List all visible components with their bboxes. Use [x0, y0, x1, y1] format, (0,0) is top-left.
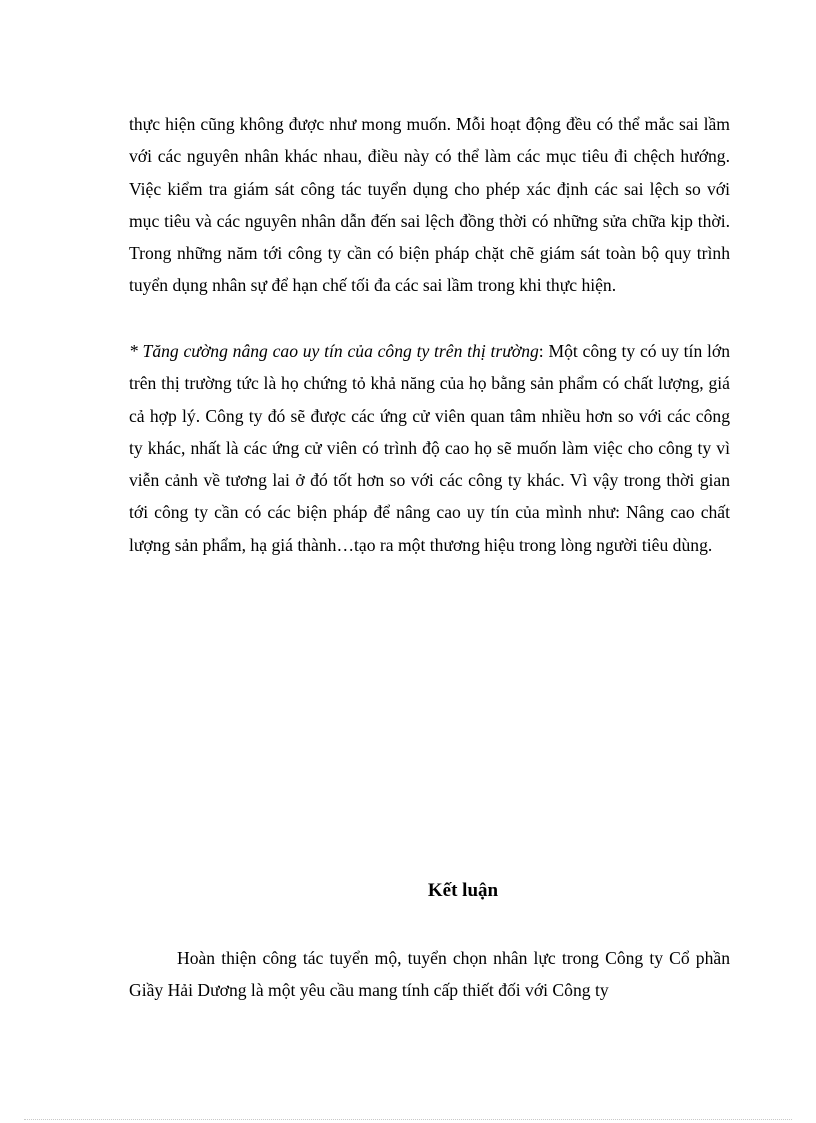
- page-bottom-divider: [24, 1119, 792, 1120]
- section-heading-conclusion: Kết luận: [427, 880, 499, 901]
- paragraph-lead-italic: * Tăng cường nâng cao uy tín của công ty trên thị trường: [129, 341, 539, 361]
- paragraph-conclusion-intro: Hoàn thiện công tác tuyển mộ, tuyển chọn nhân lực trong Công ty Cổ phần Giầy Hải Dương là một yêu cầu mang tính cấp thiết đối với Công ty: [129, 948, 730, 1001]
- paragraph-body: : Một công ty có uy tín lớn trên thị trường tức là họ chứng tỏ khả năng của họ bằng sản phẩm có chất lượng, giá cả hợp lý. Công ty đó sẽ được các ứng cử viên quan tâm nhiều hơn so với các công ty khác, nhất là các ứng cử viên có trình độ cao họ sẽ muốn làm việc cho công ty vì viễn cảnh về tương lai ở đó tốt hơn so với các công ty khác. Vì vậy trong thời gian tới công ty cần có các biện pháp để nâng cao uy tín của mình như: Nâng cao chất lượng sản phẩm, hạ giá thành…tạo ra một thương hiệu trong lòng người tiêu dùng.: [129, 341, 730, 555]
- paragraph-recruitment-monitoring: thực hiện cũng không được như mong muốn. Mỗi hoạt động đều có thể mắc sai lầm với các nguyên nhân khác nhau, điều này có thể làm các mục tiêu đi chệch hướng. Việc kiểm tra giám sát công tác tuyển dụng cho phép xác định các sai lệch so với mục tiêu và các nguyên nhân dẫn đến sai lệch đồng thời có những sửa chữa kịp thời. Trong những năm tới công ty cần có biện pháp chặt chẽ giám sát toàn bộ quy trình tuyển dụng nhân sự để hạn chế tối đa các sai lầm trong khi thực hiện.: [129, 114, 730, 296]
- paragraph-company-reputation: [129, 335, 730, 561]
